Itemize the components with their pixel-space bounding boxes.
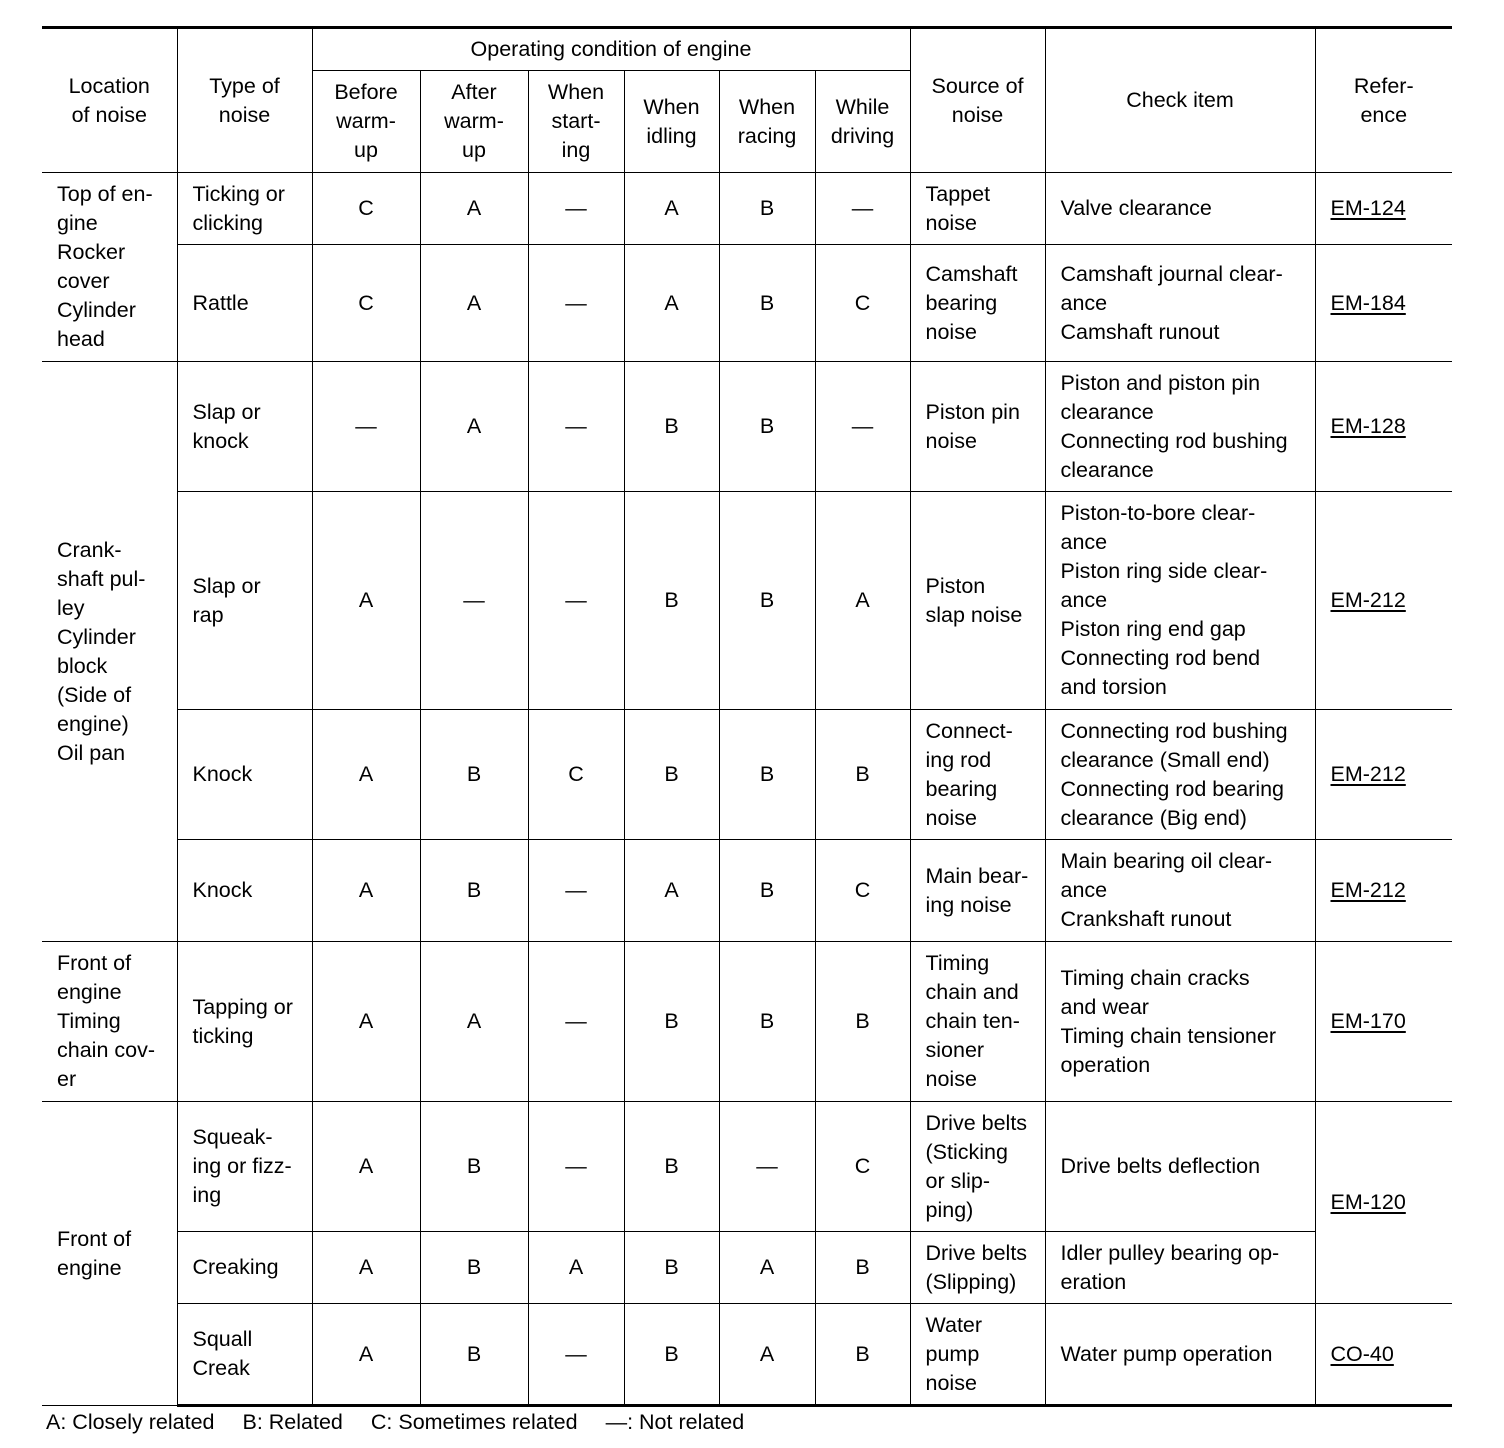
condition-cell: A	[624, 840, 719, 942]
table-row	[42, 173, 1452, 245]
condition-cell: B	[719, 942, 815, 1102]
condition-cell: A	[420, 173, 528, 245]
condition-cell: B	[815, 710, 910, 840]
condition-cell: B	[624, 1232, 719, 1304]
condition-cell: A	[624, 173, 719, 245]
condition-cell: A	[624, 245, 719, 362]
condition-cell: B	[719, 492, 815, 710]
condition-cell: A	[312, 710, 420, 840]
condition-cell: —	[528, 840, 624, 942]
condition-cell: A	[312, 1304, 420, 1406]
reference-cell	[1315, 840, 1452, 942]
reference-link[interactable]: EM-212	[1330, 878, 1406, 902]
condition-cell: A	[719, 1304, 815, 1406]
condition-cell: B	[815, 1304, 910, 1406]
condition-cell: —	[312, 362, 420, 492]
source-cell: Water pump noise	[910, 1304, 1045, 1406]
condition-cell: B	[420, 1102, 528, 1232]
type-cell: Slap or rap	[177, 492, 312, 710]
source-cell: Tappet noise	[910, 173, 1045, 245]
check-item-cell: Main bearing oil clear- ance Crankshaft runout	[1045, 840, 1315, 942]
header-row-1	[42, 28, 1452, 71]
condition-cell: —	[528, 1304, 624, 1406]
source-cell: Piston slap noise	[910, 492, 1045, 710]
condition-cell: A	[312, 1232, 420, 1304]
legend-related: B: Related	[242, 1410, 343, 1434]
table-row	[42, 1232, 1452, 1304]
condition-cell: A	[420, 362, 528, 492]
reference-link[interactable]: EM-212	[1330, 762, 1406, 786]
noise-diagnosis-table	[42, 26, 1452, 1407]
condition-cell: —	[528, 173, 624, 245]
check-item-cell: Connecting rod bushing clearance (Small end) Connecting rod bearing clearance (Big end)	[1045, 710, 1315, 840]
condition-cell: —	[528, 942, 624, 1102]
check-item-cell: Piston-to-bore clear- ance Piston ring side clear- ance Piston ring end gap Connecting rod bend and torsion	[1045, 492, 1315, 710]
condition-cell: C	[312, 245, 420, 362]
condition-cell: B	[420, 1304, 528, 1406]
reference-link[interactable]: EM-120	[1330, 1190, 1406, 1214]
source-cell: Drive belts (Slipping)	[910, 1232, 1045, 1304]
table-row	[42, 942, 1452, 1102]
condition-cell: B	[624, 942, 719, 1102]
condition-cell: B	[420, 840, 528, 942]
header-after-warmup: After warm- up	[420, 71, 528, 173]
condition-cell: A	[420, 245, 528, 362]
condition-cell: B	[815, 942, 910, 1102]
reference-cell	[1315, 362, 1452, 492]
table-row	[42, 840, 1452, 942]
condition-cell: B	[624, 492, 719, 710]
source-cell: Main bear- ing noise	[910, 840, 1045, 942]
type-cell: Squall Creak	[177, 1304, 312, 1406]
legend-not-related: —: Not related	[605, 1410, 745, 1434]
check-item-cell: Camshaft journal clear- ance Camshaft runout	[1045, 245, 1315, 362]
reference-link[interactable]: EM-184	[1330, 290, 1406, 315]
condition-cell: —	[815, 173, 910, 245]
condition-cell: B	[719, 362, 815, 492]
type-cell: Squeak- ing or fizz- ing	[177, 1102, 312, 1232]
header-when-idling: When idling	[624, 71, 719, 173]
check-item-cell: Piston and piston pin clearance Connecting rod bushing clearance	[1045, 362, 1315, 492]
table-row	[42, 710, 1452, 840]
condition-cell: B	[624, 1304, 719, 1406]
condition-cell: B	[420, 710, 528, 840]
condition-cell: —	[528, 492, 624, 710]
condition-cell: A	[528, 1232, 624, 1304]
reference-cell	[1315, 245, 1452, 362]
condition-cell: A	[312, 840, 420, 942]
condition-cell: B	[815, 1232, 910, 1304]
reference-cell	[1315, 1304, 1452, 1406]
header-location: Location of noise	[42, 28, 177, 173]
condition-cell: B	[420, 1232, 528, 1304]
reference-cell	[1315, 492, 1452, 710]
condition-cell: A	[719, 1232, 815, 1304]
reference-cell	[1315, 942, 1452, 1102]
reference-link[interactable]: EM-128	[1330, 414, 1406, 438]
condition-cell: A	[312, 942, 420, 1102]
header-while-driving: While driving	[815, 71, 910, 173]
condition-cell: B	[719, 840, 815, 942]
type-cell: Knock	[177, 710, 312, 840]
condition-cell: C	[815, 245, 910, 362]
check-item-cell: Idler pulley bearing op- eration	[1045, 1232, 1315, 1304]
reference-cell	[1315, 173, 1452, 245]
condition-cell: C	[312, 173, 420, 245]
condition-cell: —	[420, 492, 528, 710]
reference-cell	[1315, 710, 1452, 840]
condition-cell: —	[528, 245, 624, 362]
condition-cell: A	[312, 1102, 420, 1232]
reference-link[interactable]: EM-170	[1330, 1009, 1406, 1033]
source-cell: Timing chain and chain ten- sioner noise	[910, 942, 1045, 1102]
reference-link[interactable]: EM-212	[1330, 588, 1406, 612]
legend-closely-related: A: Closely related	[46, 1410, 215, 1434]
header-when-starting: When start- ing	[528, 71, 624, 173]
legend-sometimes-related: C: Sometimes related	[370, 1410, 578, 1434]
condition-cell: A	[420, 942, 528, 1102]
condition-cell: B	[719, 245, 815, 362]
condition-cell: C	[528, 710, 624, 840]
noise-diagnosis-table-container	[42, 26, 1452, 1407]
reference-cell	[1315, 1102, 1452, 1304]
condition-cell: B	[719, 173, 815, 245]
condition-cell: —	[528, 362, 624, 492]
legend	[46, 1410, 766, 1435]
check-item-cell: Water pump operation	[1045, 1304, 1315, 1406]
condition-cell: B	[624, 362, 719, 492]
condition-cell: A	[312, 492, 420, 710]
condition-cell: C	[815, 1102, 910, 1232]
table-row	[42, 1102, 1452, 1232]
header-operating-condition: Operating condition of engine	[312, 28, 910, 71]
location-cell: Front of engine	[42, 1102, 177, 1406]
condition-cell: —	[815, 362, 910, 492]
source-cell: Drive belts (Sticking or slip- ping)	[910, 1102, 1045, 1232]
reference-link[interactable]: CO-40	[1330, 1341, 1394, 1366]
table-row	[42, 245, 1452, 362]
type-cell: Creaking	[177, 1232, 312, 1304]
table-row	[42, 492, 1452, 710]
condition-cell: A	[815, 492, 910, 710]
header-check-item: Check item	[1045, 28, 1315, 173]
type-cell: Rattle	[177, 245, 312, 362]
type-cell: Slap or knock	[177, 362, 312, 492]
check-item-cell: Drive belts deflection	[1045, 1102, 1315, 1232]
check-item-cell: Valve clearance	[1045, 173, 1315, 245]
location-cell: Crank- shaft pul- ley Cylinder block (Side of engine) Oil pan	[42, 362, 177, 942]
source-cell: Piston pin noise	[910, 362, 1045, 492]
condition-cell: B	[719, 710, 815, 840]
table-row	[42, 1304, 1452, 1406]
location-cell: Front of engine Timing chain cov- er	[42, 942, 177, 1102]
type-cell: Knock	[177, 840, 312, 942]
type-cell: Tapping or ticking	[177, 942, 312, 1102]
source-cell: Camshaft bearing noise	[910, 245, 1045, 362]
header-type: Type of noise	[177, 28, 312, 173]
header-reference: Refer- ence	[1315, 28, 1452, 173]
location-cell: Top of en- gine Rocker cover Cylinder head	[42, 173, 177, 362]
table-row	[42, 362, 1452, 492]
header-when-racing: When racing	[719, 71, 815, 173]
type-cell: Ticking or clicking	[177, 173, 312, 245]
check-item-cell: Timing chain cracks and wear Timing chain tensioner operation	[1045, 942, 1315, 1102]
condition-cell: C	[815, 840, 910, 942]
condition-cell: —	[719, 1102, 815, 1232]
condition-cell: B	[624, 710, 719, 840]
reference-link[interactable]: EM-124	[1330, 196, 1406, 220]
condition-cell: B	[624, 1102, 719, 1232]
source-cell: Connect- ing rod bearing noise	[910, 710, 1045, 840]
header-source: Source of noise	[910, 28, 1045, 173]
header-before-warmup: Before warm- up	[312, 71, 420, 173]
condition-cell: —	[528, 1102, 624, 1232]
